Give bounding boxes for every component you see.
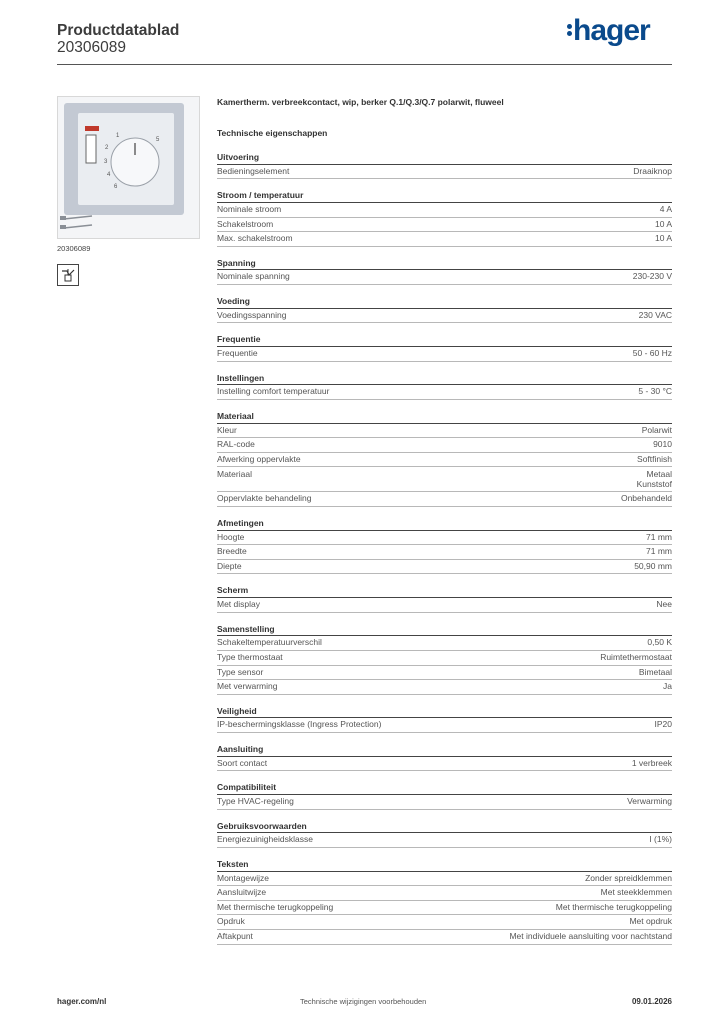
spec-value-line: Nee <box>656 599 672 610</box>
spec-label: Met display <box>217 599 260 610</box>
spec-row <box>217 347 672 362</box>
product-image <box>57 96 200 239</box>
spec-value <box>642 424 672 438</box>
group-spacer <box>217 695 672 705</box>
spec-value <box>556 901 672 915</box>
spec-row <box>217 438 672 453</box>
group-spacer <box>217 247 672 257</box>
group-spacer <box>217 733 672 743</box>
dial-mark: 4 <box>107 172 111 178</box>
spec-row <box>217 651 672 666</box>
spec-value-line: Softfinish <box>637 453 672 464</box>
product-number: 20306089 <box>57 39 126 56</box>
spec-value-line: Kunststof <box>636 479 672 490</box>
spec-value-line: I (1%) <box>649 834 672 845</box>
wiring-diagram-icon <box>57 264 79 286</box>
group-spacer <box>217 848 672 858</box>
spec-label: Met verwarming <box>217 681 278 692</box>
spec-value-line: 50 - 60 Hz <box>632 348 672 358</box>
spec-row <box>217 531 672 546</box>
spec-row <box>217 560 672 575</box>
spec-value <box>639 309 672 323</box>
spec-value <box>638 385 672 399</box>
spec-label: Max. schakelstroom <box>217 233 293 244</box>
spec-value-line: Met individuele aansluiting voor nachtstand <box>509 930 672 941</box>
spec-value <box>633 347 672 361</box>
spec-value <box>634 560 672 574</box>
spec-value-line: 10 A <box>654 233 672 244</box>
group-spacer <box>217 507 672 517</box>
footer-date: 09.01.2026 <box>631 997 672 1006</box>
spec-label: Type thermostaat <box>217 651 283 662</box>
group-spacer <box>217 613 672 623</box>
spec-value <box>600 651 672 665</box>
spec-value <box>629 915 672 929</box>
group-spacer <box>217 574 672 584</box>
spec-value-line: IP20 <box>654 719 672 730</box>
group-spacer <box>217 323 672 333</box>
spec-row <box>217 795 672 810</box>
hager-logo <box>567 14 650 48</box>
spec-group-title: Teksten <box>217 858 672 872</box>
spec-row <box>217 718 672 733</box>
spec-value <box>633 270 672 284</box>
spec-row <box>217 453 672 468</box>
footer-disclaimer: Technische wijzigingen voorbehouden <box>300 997 427 1006</box>
spec-value <box>655 218 672 232</box>
image-caption: 20306089 <box>57 244 91 253</box>
spec-label: Frequentie <box>217 348 258 358</box>
spec-value-line: Polarwit <box>641 424 672 435</box>
spec-value-line: 1 verbreek <box>631 757 672 768</box>
spec-row <box>217 833 672 848</box>
spec-label: Aftakpunt <box>217 930 253 941</box>
spec-group-title: Afmetingen <box>217 517 672 531</box>
spec-value-line: Onbehandeld <box>620 493 672 504</box>
spec-label: Bedieningselement <box>217 165 290 176</box>
logo-dots-icon <box>567 22 573 38</box>
spec-value-line: 71 mm <box>646 546 672 557</box>
spec-row <box>217 165 672 180</box>
spec-value-line: Draaiknop <box>633 165 672 176</box>
spec-value-line: Ruimtethermostaat <box>600 651 672 662</box>
spec-value <box>653 438 672 452</box>
spec-value <box>509 930 672 944</box>
spec-group-title: Uitvoering <box>217 151 672 165</box>
thermostat-illustration <box>58 97 199 238</box>
spec-value-line: 4 A <box>659 203 672 214</box>
spec-row <box>217 270 672 285</box>
spec-label: Voedingsspanning <box>217 309 287 320</box>
spec-value <box>632 757 672 771</box>
spec-label: Met thermische terugkoppeling <box>217 901 334 912</box>
spec-group-title: Voeding <box>217 295 672 309</box>
spec-group-title: Spanning <box>217 257 672 271</box>
spec-groups <box>217 151 672 945</box>
spec-value-line: Met thermische terugkoppeling <box>555 901 672 912</box>
spec-group-title: Materiaal <box>217 410 672 424</box>
spec-value-line: 50,90 mm <box>634 560 672 571</box>
spec-value <box>646 531 672 545</box>
spec-value <box>663 680 672 694</box>
spec-group-title: Veiligheid <box>217 705 672 719</box>
spec-row <box>217 467 672 492</box>
spec-group-title: Stroom / temperatuur <box>217 189 672 203</box>
group-spacer <box>217 771 672 781</box>
spec-value <box>637 453 672 467</box>
spec-value-line: Met opdruk <box>629 916 672 927</box>
spec-value <box>646 545 672 559</box>
spec-group-title: Frequentie <box>217 333 672 347</box>
spec-label: IP-beschermingsklasse (Ingress Protection) <box>217 719 382 730</box>
spec-label: Materiaal <box>217 468 252 479</box>
spec-value-line: 9010 <box>653 439 672 450</box>
spec-label: Oppervlakte behandeling <box>217 493 312 504</box>
spec-value <box>655 232 672 246</box>
spec-value-line: Ja <box>663 681 672 692</box>
product-description: Kamertherm. verbreekcontact, wip, berker Q.1/Q.3/Q.7 polarwit, fluweel <box>217 97 504 107</box>
spec-value <box>639 666 672 680</box>
spec-label: Montagewijze <box>217 872 269 883</box>
dial-mark: 1 <box>116 133 120 139</box>
spec-row <box>217 915 672 930</box>
spec-group-title: Samenstelling <box>217 623 672 637</box>
spec-value <box>647 636 672 650</box>
spec-value-line: Met steekklemmen <box>600 887 672 898</box>
spec-row <box>217 218 672 233</box>
spec-value <box>601 886 672 900</box>
spec-value <box>627 795 672 809</box>
spec-label: Breedte <box>217 546 247 557</box>
spec-value-line: 10 A <box>654 218 672 229</box>
spec-label: Kleur <box>217 424 237 435</box>
spec-value-line: Bimetaal <box>638 666 672 677</box>
spec-label: Opdruk <box>217 916 245 927</box>
spec-group-title: Gebruiksvoorwaarden <box>217 820 672 834</box>
spec-value-line: 71 mm <box>646 531 672 542</box>
spec-row <box>217 424 672 439</box>
spec-value <box>655 718 673 732</box>
spec-row <box>217 636 672 651</box>
spec-value-line: 230-230 V <box>632 271 672 282</box>
dial-mark: 2 <box>105 145 109 151</box>
group-spacer <box>217 400 672 410</box>
spec-value <box>621 492 672 506</box>
spec-label: Type HVAC-regeling <box>217 796 294 806</box>
header-divider <box>57 64 672 65</box>
spec-label: Soort contact <box>217 757 268 768</box>
spec-label: Schakelstroom <box>217 218 274 229</box>
spec-group-title: Instellingen <box>217 372 672 386</box>
spec-value <box>637 469 672 492</box>
page-title: Productdatablad <box>57 22 180 39</box>
spec-label: Afwerking oppervlakte <box>217 453 301 464</box>
spec-value <box>633 165 672 179</box>
spec-label: RAL-code <box>217 439 255 450</box>
spec-value-line: 230 VAC <box>638 309 672 320</box>
spec-row <box>217 930 672 945</box>
spec-row <box>217 666 672 681</box>
spec-group-title: Compatibiliteit <box>217 781 672 795</box>
spec-row <box>217 872 672 887</box>
dial-mark: 3 <box>104 159 108 165</box>
spec-row <box>217 886 672 901</box>
spec-label: Nominale stroom <box>217 203 282 214</box>
group-spacer <box>217 362 672 372</box>
technical-properties-title: Technische eigenschappen <box>217 128 328 138</box>
spec-label: Diepte <box>217 560 242 571</box>
dial-mark: 6 <box>114 184 118 190</box>
spec-content <box>217 97 672 945</box>
footer-website: hager.com/nl <box>57 997 107 1006</box>
spec-row <box>217 492 672 507</box>
logo-text: hager <box>573 14 650 47</box>
spec-label: Aansluitwijze <box>217 887 267 898</box>
dial-mark: 5 <box>156 137 160 143</box>
spec-row <box>217 757 672 772</box>
spec-value-line: 0,50 K <box>647 637 672 648</box>
group-spacer <box>217 810 672 820</box>
spec-row <box>217 203 672 218</box>
spec-label: Type sensor <box>217 666 264 677</box>
spec-group-title: Aansluiting <box>217 743 672 757</box>
spec-row <box>217 385 672 400</box>
spec-value <box>585 872 672 886</box>
spec-label: Energiezuinigheidsklasse <box>217 834 313 845</box>
spec-value <box>649 833 672 847</box>
spec-row <box>217 545 672 560</box>
spec-row <box>217 598 672 613</box>
spec-row <box>217 680 672 695</box>
spec-value-line: Metaal <box>646 468 672 479</box>
spec-row <box>217 309 672 324</box>
spec-label: Nominale spanning <box>217 271 290 282</box>
spec-row <box>217 901 672 916</box>
spec-label: Instelling comfort temperatuur <box>217 386 330 397</box>
group-spacer <box>217 285 672 295</box>
spec-group-title: Scherm <box>217 584 672 598</box>
spec-value-line: Zonder spreidklemmen <box>585 872 672 883</box>
spec-row <box>217 232 672 247</box>
spec-label: Schakeltemperatuurverschil <box>217 637 322 648</box>
spec-value <box>660 203 672 217</box>
spec-label: Hoogte <box>217 531 245 542</box>
spec-value <box>656 598 672 612</box>
group-spacer <box>217 179 672 189</box>
spec-value-line: 5 - 30 °C <box>638 386 672 397</box>
spec-value-line: Verwarming <box>627 796 672 806</box>
